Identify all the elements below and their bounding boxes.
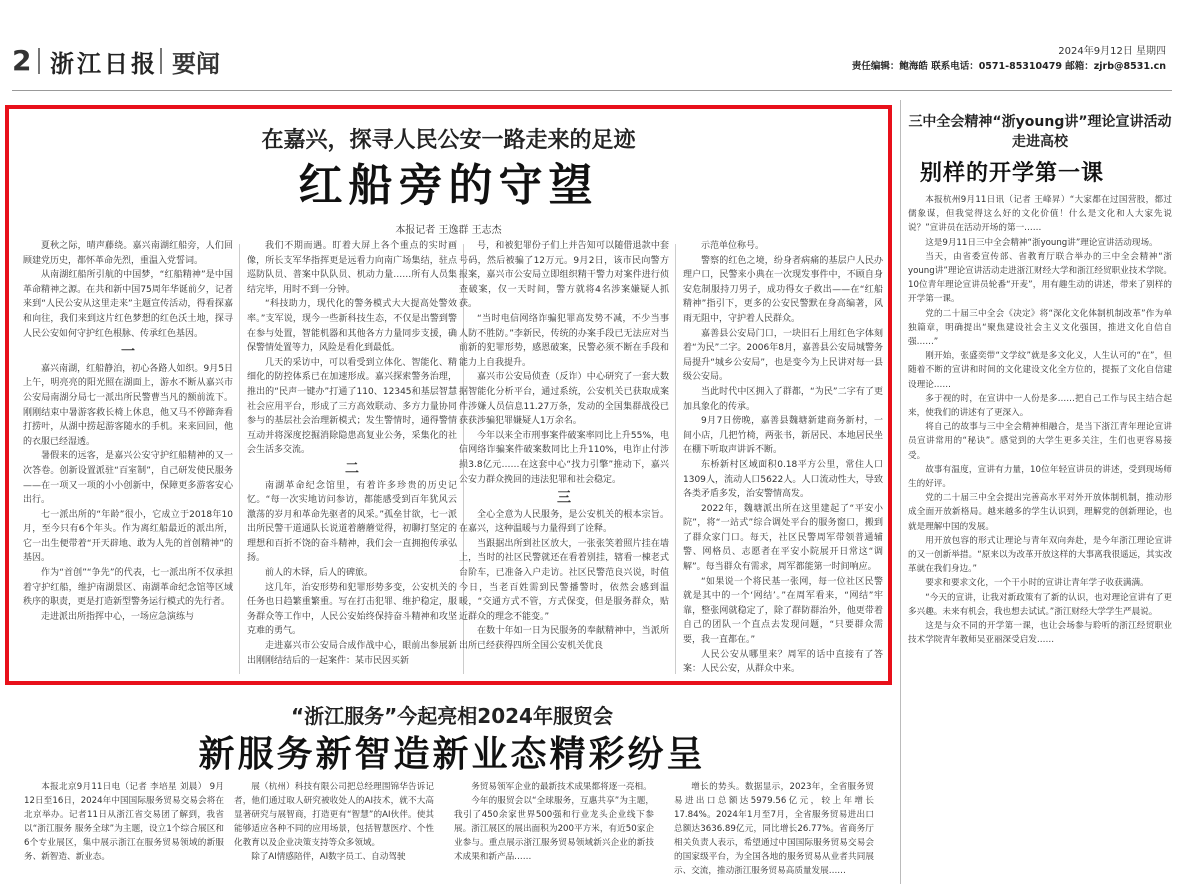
article-column-2 [247,239,457,679]
paragraph: 展（杭州）科技有限公司把总经理围锦华告诉记者，他们通过取人研究被收处人的AI技术，就不大高显著研究与展智商，打造更有“智慧”的AI伙伴。使其能够适应各种不同的应用场景，包括智慧医疗、个性化教育以及企业决策支持等众多领域。 [234,782,434,848]
column-rule [900,100,901,884]
paragraph: 这是9月11日三中全会精神“浙young讲”理论宣讲活动现场。 [925,237,1158,248]
paragraph: 当此时代中区拥入了群都，“为民”二字有了更加具象化的传承。 [683,386,883,412]
column-divider [239,244,240,674]
bottom-column-1 [24,780,224,884]
paragraph: 增长的势头。数据显示，2023年，全省服务贸易进出口总额达5979.56亿元，较上年增长17.84%。2024年1月至7月，全省服务贸易进出口总额达3636.89亿元，同比增长26.77%。省商务厅相关负责人表示，希望通过中国国际服务贸易交易会的国家级平台，为全国各地的服务贸易从业者共同展示、交流，推动浙江服务贸易高质量发展…… [674,782,874,876]
paragraph: “当时电信网络诈骗犯罪高发势不减，不少当事人防不胜防。”李新民，传统的办案手段已无法应对当前新的犯罪形势，感恩破案，民警必须不断在手段和能力上自我提升。 [459,313,669,368]
paragraph: 在数十年如一日为民服务的奉献精神中，当派所出所已经获得四所全国公安机关优良 [459,626,669,652]
paragraph: 9月7日傍晚，嘉善县魏塘新建商务新村，一间小店，几把竹椅，两张书，新居民、本地居民坐在棚下听取声讲诉不断。 [683,416,883,456]
paragraph: 全心全意为人民服务，是公安机关的根本宗旨。在嘉兴，这种温暖与力量得到了诠释。 [459,509,669,535]
paragraph: 从南湖红船所引航的中国梦，“红船精神”是中国革命精神之源。在共和新中国75周年华诞前夕，记者来到“人民公安从这里走来”主题宣传活动，得看探嘉和向往，我们来到这片红色梦想的红色沃土地，探寻人民公安如何守护红色根脉、传承红色基因。 [23,270,233,339]
article-byline: 本报记者 王逸群 王志杰 [395,225,502,236]
column-divider [675,244,676,674]
section-mark: 三 [557,490,571,507]
bottom-column-3 [454,780,654,884]
paragraph: 人民公安从哪里来？周军的话中直接有了答案：人民公安，从群众中来。 [683,649,883,675]
paragraph: 七一派出所的“年龄”很小，它成立于2018年10月，至今只有6个年头。作为离红船最近的派出所，它一出生便带着“开天辟地、敢为人先的首创精神”的基因。 [23,509,233,564]
paragraph: 嘉善县公安局门口，一块旧石上用红色字体刻着“为民”二字。2006年8月，嘉善县公安局城警务局提升“城乡公安局”，也是变今为上民讲对每一县级公安局。 [683,328,883,383]
paragraph: 嘉兴南湖，红船静泊，初心各路人如织。9月5日上午，明亮亮的阳光照在湖面上，游水不断从嘉兴市公安局南湖分局七一派出所民警曹当凡的额前流下。刚刚结束中暑游客救长椅上休息，他又马不停蹄奔看打捞叶，从湖中捞起游客随水的手机。来来回回，他的衣服已经湿透。 [23,363,233,447]
paragraph: 今年以来全市刑事案件破案率同比上升55%，电信网络诈骗案件破案数同比上升110%，电诈止付涉损3.8亿元……在这套中心“找力引擎”推动下，嘉兴公安力群众挽回的违法犯罪和社会稳定。 [459,430,669,485]
page-number: 2 [12,44,32,77]
paragraph: “如果说一个将民基一张网，每一位社区民警就是其中的一个‘网结’。”在周军看来，“网结”牢靠，整张网就稳定了，除了群防群治外，他更带着自己的团队一个直点去发现问题，“只要群众需要，我一直都在。” [683,576,883,646]
article-column-4 [683,239,883,679]
paragraph: 这是与众不同的开学第一课，也让会场参与聆听的浙江经贸职业技术学院青年教师吴亚丽深受启发…… [908,621,1172,646]
article-column-3 [459,239,669,679]
paragraph: 暑假来的远客，是嘉兴公安守护红船精神的又一次答卷。创新设置派驻“百室制”，自己研发使民服务——在一项又一项的小小创新中，保障更多游客安心出行。 [23,451,233,506]
masthead-rule [12,90,1172,91]
paragraph: 2022年，魏塘派出所在这里建起了“平安小院”，将“一站式”综合调处平台的服务窗口，搬到了群众家门口。每天，社区民警周军带领普通辅警、网格员、志愿者在平安小院展开日常这“调解”。每当群众有需求，周军都能第一时间响应。 [683,503,883,573]
paper-name: 浙江日报 [50,49,158,78]
paragraph: 当天，由省委宣传部、省教育厅联合举办的三中全会精神“浙young讲”理论宣讲活动走进浙江财经大学和浙江经贸职业技术学院。10位青年理论宣讲员轮番“开麦”，用有趣生动的讲述，带来了别样的开学第一课。 [908,251,1172,305]
paragraph: 走进嘉兴市公安局合成作战中心，眼前出参展新出刚刚结结后的一起案件：某市民因买新 [247,641,457,666]
paragraph: 故事有温度，宣讲有力量，10位年轻宣讲员的讲述，受到现场师生的好评。 [908,464,1172,490]
bottom-column-4 [674,780,874,884]
paragraph: 除了AI情感陪伴，AI数字员工、自动驾驶 [251,852,406,862]
paragraph: 我们不期而遇。盯着大屏上各个重点的实时画像，所长支军华指挥更是远看力向南广场集结，驻点巡防队员、普案中队队员、机动力量……所有人员集结完毕，用时不到一分钟。 [247,241,457,295]
paragraph: 党的二十届三中全会《决定》将“深化文化体制机制改革”作为单独篇章，明确提出“聚焦建设社会主义文化强国，推进文化自信自强……” [908,308,1172,348]
masthead-divider [38,48,40,74]
paragraph: 南湖革命纪念馆里，有着许多珍贵的历史记忆。“每一次实地访问参访，都能感受到百年犹风云激荡的岁月和革命先驱者的风采。”孤垒甘欲，七一派出所民警干道通队长说道着蘑蘑觉得，初聊打坚定的理想和百折不饶的奋斗精神，我们会一直拥抱传承弘扬。 [247,480,457,564]
section-name: 要闻 [172,50,220,78]
paragraph: 将自己的故事与三中全会精神相融合，是当下浙江青年理论宣讲员宣讲常用的“秘诀”。感觉到的大学生更多关注，生们也更容易接受。 [908,422,1172,461]
paragraph: 党的二十届三中全会提出完善高水平对外开放体制机制，推动形成全面开放新格局。越来越多的学生认识到，理解党的创新理论，也就是理解中国的发展。 [908,493,1172,532]
article-column-1 [23,239,233,679]
side-article-headline: 别样的开学第一课 [920,161,1105,186]
section-mark: 二 [345,460,359,477]
paragraph: 东桥新村区域面积0.18平方公里，常住人口1309人，流动人口5622人。人口流动性大，导致各类矛盾多发，治安警情高发。 [683,459,883,500]
paragraph: 当跟据出所到社区放大，一张张笑着照片挂在墙上，当时的社区民警就还在看着别挂，辖看一棟老式台阶车，已准备入户走访。社区民警范良兴说，时值今日，当老百姓需到民警播警时，依然会感到温暖，“交通方式不管，方式保变，但是服务群众，贴近群众的理念不能变。” [459,538,669,622]
bottom-column-2 [234,780,434,884]
article-headline: 红船旁的守望 [298,160,599,211]
paragraph: 号，和被犯罪份子们上并告知可以随借退款中套号码，然后被骗了12万元。9月2日，该市民向警方报案，嘉兴市公安局立即组织精干警力对案件进行侦查破案，仅一天时间，警方就将4名涉案嫌疑人抓获。 [459,241,669,310]
bottom-article-headline: 新服务新智造新业态精彩纷呈 [198,734,706,775]
side-article-body [908,193,1172,863]
article-kicker: 在嘉兴，探寻人民公安一路走来的足迹 [261,128,636,153]
paragraph: “今天的宣讲，让我对新政策有了新的认识，也对理论宣讲有了更多兴趣。未来有机会，我也想去试试。”浙江财经大学学生严晨说。 [908,592,1172,617]
section-mark: 一 [121,344,135,361]
paragraph: 示范单位称号。 [701,241,765,251]
editor-contact: 责任编辑：鲍海皓 联系电话：0571-85310479 邮箱：zjrb@8531.cn [851,61,1166,72]
main-article [5,105,892,685]
masthead-divider [160,48,162,74]
paragraph: 用开放包容的形式让理论与青年双向奔赴，是今年浙江理论宣讲的又一创新举措。“原来以为改革开放这样的大事离我很遥远，其实改革就在我们身边。” [908,535,1172,575]
side-article [908,112,1172,884]
bottom-article [12,694,892,884]
paragraph: 前人的木铎，后人的碑旅。 [265,568,374,579]
paragraph: 这几年，治安形势和犯罪形势多变，公安机关的任务也日趋繁重繁重。写在打击犯罪、维护稳定，服务群众等工作中，人民公安始终保持奋斗精神和攻坚克难的勇气。 [247,582,457,637]
paragraph: “科技助力，现代化的警务模式大大提高处警效率。”支军说，现今一些新科技生态，不仅是出警到警在参与处置，智能机器和其他各方力量同步支援，确保警情处置等力，风险是看化到最低。 [247,299,457,354]
paragraph: 警察的红色之境，纷身者病痛的基层户人民办理户口，民警来小典在一次现发事件中，不顾自身安危制服持刀男子，成功得女子救出——在“红船精神”指引下，更多的公安民警默在身高编著，风雨无阻中，守护着人民群众。 [683,255,883,324]
paragraph: 刚开始，张盛奕带“文学纹”就是多文化义，人生认可的“在”，但随着不断的宣讲和时间的文化建设文化全方位的，提振了文化自信建设理论…… [908,351,1172,390]
issue-date: 2024年9月12日 星期四 [1058,46,1166,57]
paragraph: 本报杭州9月11日讯（记者 王峰昇）“大家都在过国营股，都过儒象谋，但我觉得这么好的文化价值！什么是文化和人大家先说说？”宣讲员在活动开场的第一…… [908,195,1172,234]
paragraph: 夏秋之际，晴声藤绕。嘉兴南湖红船旁，人们回顾建党历史，都怀革命先烈，重温入党誓词。 [23,241,233,266]
paragraph: 务贸易领军企业的最新技术成果都将逐一亮相。 [471,782,652,792]
paragraph: 要求和要求文化，一个干小时的宣讲让青年学子收获满满。 [925,578,1149,589]
bottom-article-kicker: “浙江服务”今起亮相2024年服贸会 [291,704,613,728]
paragraph: 本报北京9月11日电（记者 李培星 刘晨） 9月12日至16日，2024年中国国际服务贸易交易会将在北京举办。记者11日从浙江省交易团了解到，我省以“浙江服务 服务全球”为主题，设立1个综合展区和6个专业展区，集中展示浙江在服务贸易领域的新服务、新智造、新业态。 [24,782,224,862]
paragraph: 走进派出所指挥中心，一场应急演练与 [41,611,195,622]
masthead [12,38,1172,88]
paragraph: 多于视的时，在宣讲中一人份是多……把自己工作与民主结合起来，使我们的讲述有了更深入。 [908,393,1172,419]
paragraph: 几天的采访中，可以看受到立体化、智能化、精细化的防控体系已在加速形成。嘉兴探索警务治理，推出的“民声一键办”打通了110、12345和基层智慧社会应用平台，形成了三方高效联动、多方力量协同参与的基层社会治理新模式；发生警情时，通得警情互动并将深度挖掘消除隐患高复业公务，采集化的社会生活多交流。 [247,357,457,456]
side-article-kicker: 三中全会精神“浙young讲”理论宣讲活动走进高校 [908,114,1172,150]
paragraph: 今年的服贸会以“全球服务，互惠共享”为主题，我引了450余家世界500强和行业龙头企业线下参展。浙江展区的展出面积为200平方米，有近50家企业参与。重点展示浙江服务贸易领域新兴企业的新技术成果和新产品…… [454,796,654,862]
paragraph: 作为“首创”“争先”的代表，七一派出所不仅承担着守护红船，维护南湖景区、南湖革命纪念馆等区域秩序的职责，更是打造新型警务运行模式的先行者。 [23,568,233,608]
paragraph: 嘉兴市公安局侦查（反诈）中心研究了一套大数据智能化分析平台，通过系统，公安机关已获取成案件涉嫌人员信息11.27万条，发动的全国集群战役已获获涉骗犯罪嫌疑人1万余名。 [459,372,669,427]
